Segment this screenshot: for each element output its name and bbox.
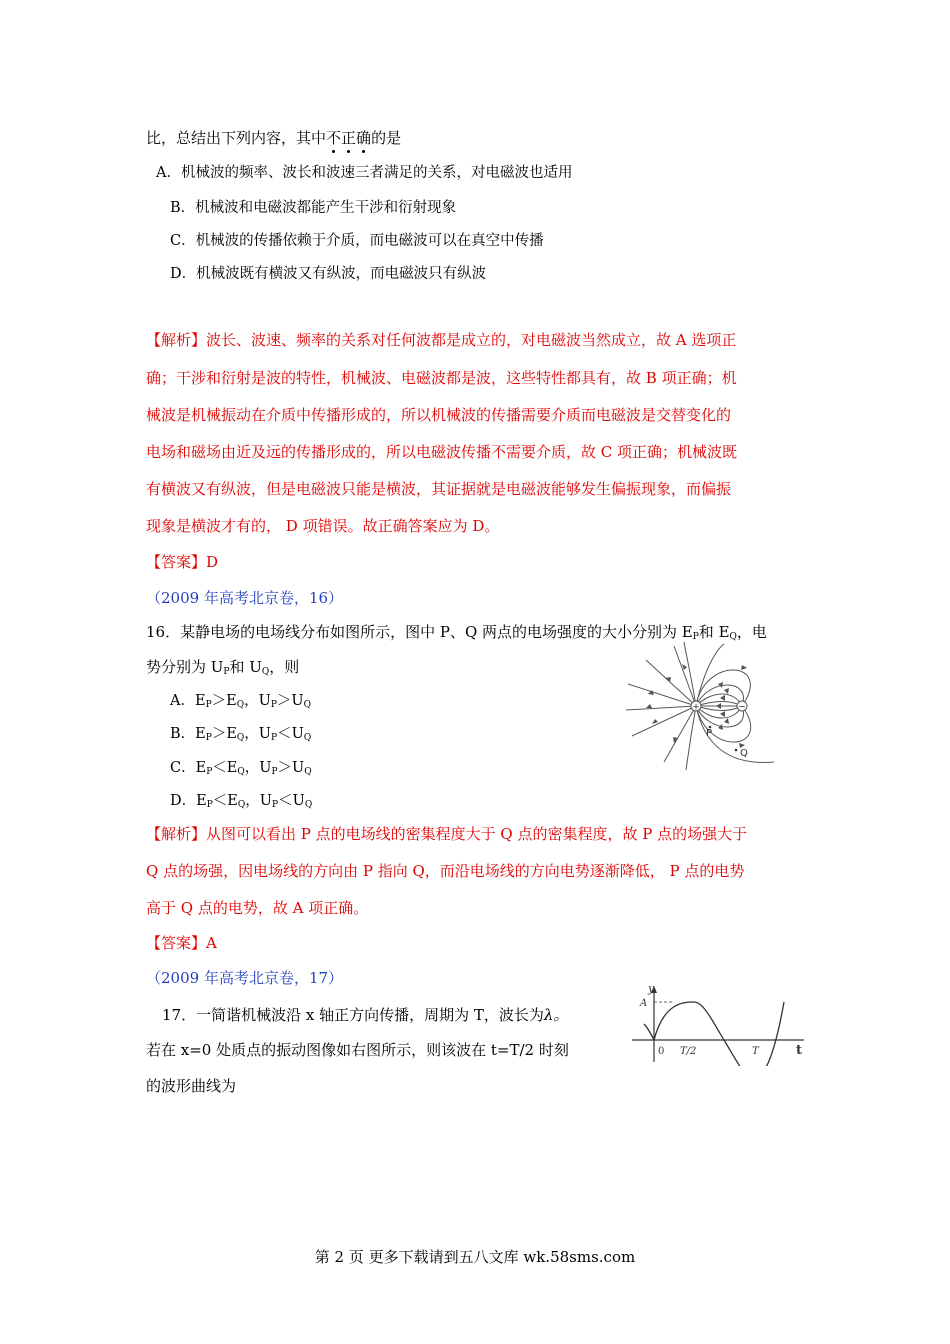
separator: ， <box>244 693 259 709</box>
q15-analysis-line: 确；干涉和衍射是波的特性，机械波、电磁波都是波，这些特性都具有，故 B 项正确；机 <box>146 369 737 387</box>
period-label: T <box>752 1046 759 1057</box>
vibration-graph <box>628 984 814 1066</box>
subscript: P <box>271 767 278 777</box>
q16-analysis-line: Q 点的场强，因电场线的方向由 P 指向 Q，而沿电场线的方向电势逐渐降低， P 点的电势 <box>146 862 745 880</box>
y-axis-label: y <box>648 984 655 995</box>
q16-analysis-line: 【解析】从图可以看出 P 点的电场线的密集程度大于 Q 点的密集程度，故 P 点的场强大于 <box>146 825 748 843</box>
symbol-u: U <box>291 693 304 709</box>
symbol-e: E <box>227 793 238 809</box>
symbol-e: E <box>226 760 238 776</box>
option-label: D． <box>170 793 197 809</box>
t-axis-label: t <box>796 1043 803 1058</box>
separator: ， <box>244 760 260 776</box>
q15-stem-pre: 比，总结出下列内容，其中 <box>146 129 327 147</box>
symbol-u: U <box>258 693 271 709</box>
separator: ， <box>244 726 259 742</box>
q15-option-c: C．机械波的传播依赖于介质，而电磁波可以在真空中传播 <box>170 233 544 249</box>
lambda-symbol: λ。 <box>543 1006 569 1024</box>
option-label: B． <box>170 726 196 742</box>
q16-stem-line2 <box>146 657 299 682</box>
emphasis-char: 确 <box>356 129 372 147</box>
symbol-e: E <box>226 726 237 742</box>
q15-analysis-line: 电场和磁场由近及远的传播形成的，所以电磁波传播不需要介质，故 C 项正确；机械波既 <box>146 443 738 461</box>
relation: ＜ <box>277 726 292 742</box>
q15-analysis-line: 械波是机械振动在介质中传播形成的，所以机械波的传播需要介质而电磁波是交替变化的 <box>146 406 732 424</box>
subscript: P <box>205 733 212 743</box>
relation: ＜ <box>278 793 293 809</box>
symbol-u: U <box>258 726 272 742</box>
relation: ＜ <box>212 793 228 809</box>
q15-option-b: B．机械波和电磁波都能产生干涉和衍射现象 <box>170 200 457 216</box>
amplitude-label: A <box>640 998 648 1009</box>
subscript: P <box>223 667 230 677</box>
subscript: Q <box>304 767 312 777</box>
subscript: Q <box>237 800 246 810</box>
subscript: Q <box>236 733 245 743</box>
q16-stem-text: 16．某静电场的电场线分布如图所示，图中 P、Q 两点的电场强度的大小分别为 E <box>146 623 693 641</box>
emphasis-char: 不 <box>326 129 342 147</box>
q16-stem-text: 和 E <box>698 623 730 641</box>
q16-stem-text: 和 U <box>229 658 262 676</box>
electric-field-figure <box>624 640 774 772</box>
q15-stem-post: 的是 <box>371 129 402 147</box>
q16-analysis-line: 高于 Q 点的电势，故 A 项正确。 <box>146 899 369 917</box>
q15-analysis-line: 有横波又有纵波，但是电磁波只能是横波，其证据就是电磁波能够发生偏振现象，而偏振 <box>146 480 732 498</box>
positive-charge-label: + <box>692 702 700 713</box>
subscript: Q <box>304 800 313 810</box>
q16-option-a <box>170 691 311 715</box>
q15-analysis-line: 【解析】波长、波速、频率的关系对任何波都是成立的，对电磁波当然成立，故 A 选项正 <box>146 331 737 349</box>
relation: ＜ <box>212 760 227 776</box>
point-p-label: P <box>706 728 713 739</box>
subscript: P <box>206 800 213 810</box>
symbol-e: E <box>196 793 207 809</box>
option-label: A． <box>170 693 195 709</box>
symbol-e: E <box>194 693 206 709</box>
symbol-e: E <box>195 726 206 742</box>
point-q-label: Q <box>740 748 748 759</box>
q17-stem-line3: 的波形曲线为 <box>146 1077 237 1095</box>
subscript: P <box>271 733 278 743</box>
subscript: Q <box>237 767 245 777</box>
half-period-label: T/2 <box>680 1046 697 1057</box>
symbol-e: E <box>226 693 237 709</box>
q17-stem-line2: 若在 x=0 处质点的振动图像如右图所示，则该波在 t=T/2 时刻 <box>146 1041 569 1059</box>
q17-source: （2009 年高考北京卷，17） <box>146 969 344 987</box>
subscript: P <box>272 800 279 810</box>
q16-option-b <box>170 724 311 748</box>
subscript: P <box>692 632 699 642</box>
q16-source: （2009 年高考北京卷，16） <box>146 589 344 607</box>
subscript: P <box>206 767 213 777</box>
subscript: Q <box>236 700 245 710</box>
origin-label: 0 <box>658 1046 665 1057</box>
emphasis-char: 正 <box>341 129 357 147</box>
q16-stem-text: 势分别为 U <box>146 658 224 676</box>
relation: ＞ <box>211 726 227 742</box>
q16-option-c <box>170 758 312 782</box>
q17-stem-text: 17．一简谐机械波沿 x 轴正方向传播，周期为 T，波长为 <box>162 1006 544 1024</box>
q15-stem <box>146 128 401 148</box>
subscript: Q <box>261 667 270 677</box>
relation: ＞ <box>211 693 227 709</box>
relation: ＞ <box>277 760 293 776</box>
subscript: Q <box>729 632 737 642</box>
q16-answer: 【答案】A <box>146 934 217 952</box>
symbol-u: U <box>291 726 304 742</box>
q16-stem-text: ，电 <box>736 623 767 641</box>
q17-stem-line1 <box>162 1005 568 1025</box>
q15-answer: 【答案】D <box>146 553 219 571</box>
relation: ＞ <box>276 693 292 709</box>
q15-option-d: D．机械波既有横波又有纵波，而电磁波只有纵波 <box>170 266 487 282</box>
symbol-u: U <box>259 760 272 776</box>
subscript: Q <box>303 733 312 743</box>
symbol-e: E <box>195 760 207 776</box>
q15-option-a: A．机械波的频率、波长和波速三者满足的关系，对电磁波也适用 <box>156 165 573 181</box>
q15-analysis-line: 现象是横波才有的， D 项错误。故正确答案应为 D。 <box>146 517 500 535</box>
negative-charge-label: − <box>738 702 746 713</box>
option-label: C． <box>170 760 196 776</box>
subscript: P <box>205 700 212 710</box>
separator: ， <box>245 793 260 809</box>
subscript: P <box>270 700 277 710</box>
q16-option-d <box>170 791 312 815</box>
page-footer: 第 2 页 更多下载请到五八文库 wk.58sms.com <box>314 1248 636 1266</box>
subscript: Q <box>303 700 312 710</box>
symbol-u: U <box>292 760 305 776</box>
symbol-u: U <box>292 793 305 809</box>
symbol-u: U <box>259 793 273 809</box>
q16-stem-text: ，则 <box>269 658 300 676</box>
